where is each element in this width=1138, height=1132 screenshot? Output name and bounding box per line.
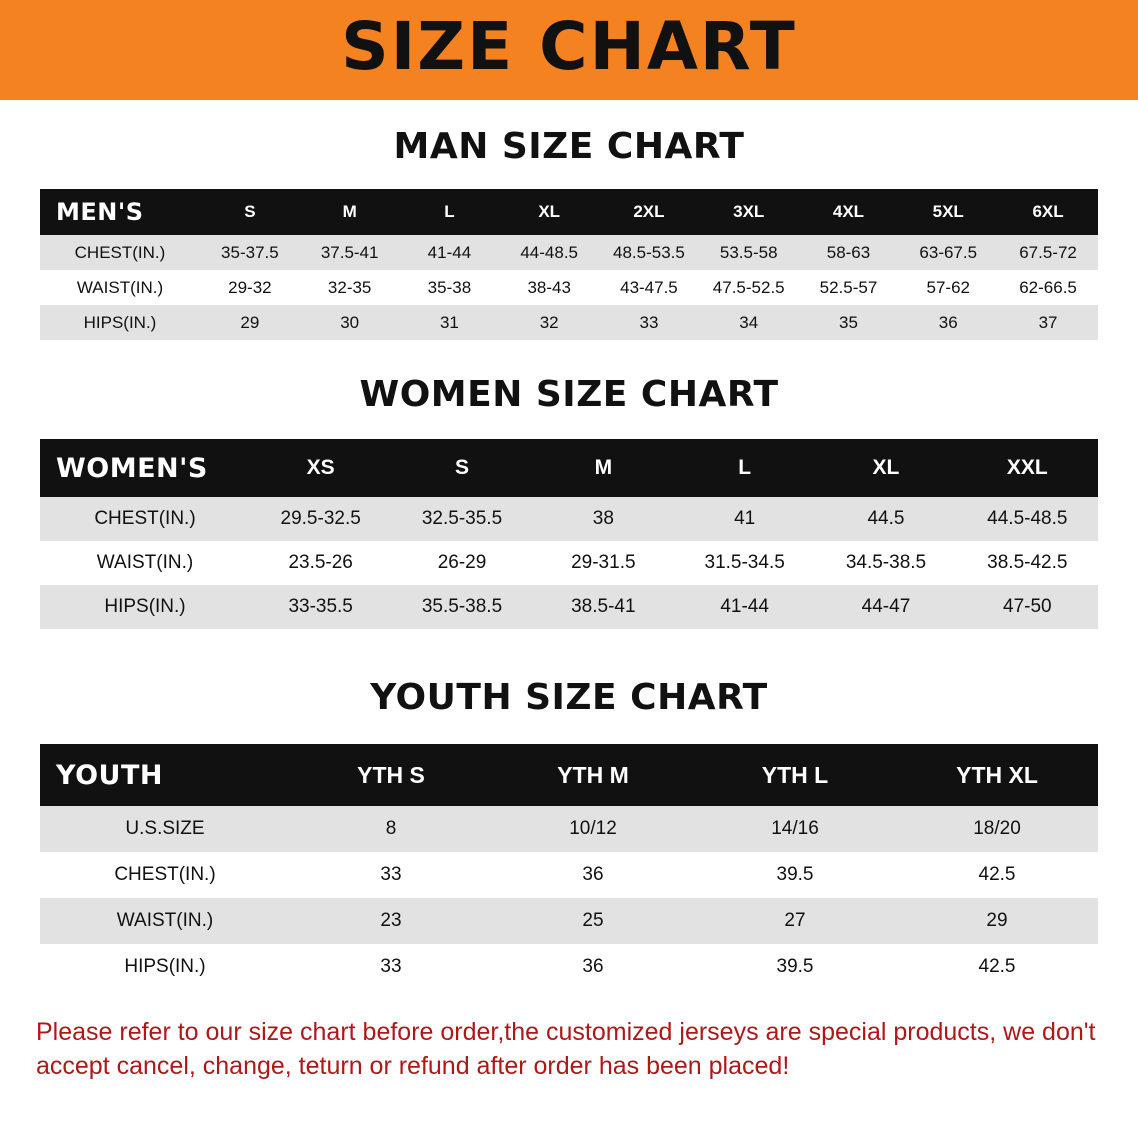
- youth-col-3: YTH XL: [956, 761, 1038, 788]
- men-cell-1-3: 38-43: [527, 277, 571, 297]
- women-cell-2-2: 38.5-41: [571, 596, 636, 617]
- man-table-wrap: [0, 189, 1138, 340]
- men-cell-1-0: 29-32: [228, 277, 272, 297]
- women-cell-0-3: 41: [734, 508, 756, 529]
- women-cell-1-4: 34.5-38.5: [845, 552, 927, 573]
- men-col-0: S: [244, 202, 256, 221]
- youth-cell-1-3: 42.5: [978, 864, 1016, 885]
- men-cell-1-8: 62-66.5: [1019, 277, 1077, 297]
- youth-header-row: [40, 744, 1098, 806]
- man-section-title: MAN SIZE CHART: [393, 126, 745, 167]
- youth-cell-2-1: 25: [582, 910, 604, 931]
- women-header-row: [40, 439, 1098, 497]
- youth-col-2: YTH L: [761, 761, 829, 788]
- men-row-2-label: HIPS(IN.): [83, 312, 157, 332]
- youth-cell-2-2: 27: [784, 910, 806, 931]
- table-row: [40, 806, 1098, 852]
- table-row: [40, 585, 1098, 629]
- men-cell-0-2: 41-44: [427, 242, 472, 262]
- men-row-1-label: WAIST(IN.): [76, 277, 164, 297]
- table-row: [40, 898, 1098, 944]
- youth-cell-0-2: 14/16: [771, 818, 819, 839]
- women-col-4: XL: [872, 456, 900, 479]
- women-cell-0-5: 44.5-48.5: [987, 508, 1068, 529]
- women-size-table: [40, 439, 1098, 629]
- men-cell-0-8: 67.5-72: [1019, 242, 1077, 262]
- men-cell-2-4: 33: [639, 312, 659, 332]
- men-cell-0-1: 37.5-41: [320, 242, 379, 262]
- youth-row-2-label: WAIST(IN.): [116, 910, 214, 931]
- women-cell-1-3: 31.5-34.5: [704, 552, 785, 573]
- men-cell-1-5: 47.5-52.5: [712, 277, 785, 297]
- women-col-1: S: [454, 456, 469, 479]
- men-col-4: 2XL: [633, 202, 665, 221]
- women-cell-0-1: 32.5-35.5: [421, 508, 503, 529]
- page-title: SIZE CHART: [341, 8, 797, 85]
- men-cell-0-3: 44-48.5: [520, 242, 579, 262]
- men-cell-2-1: 30: [340, 312, 360, 332]
- women-cell-2-0: 33-35.5: [288, 596, 353, 617]
- women-cell-1-2: 29-31.5: [571, 552, 636, 573]
- men-cell-0-4: 48.5-53.5: [613, 242, 685, 262]
- youth-col-0: YTH S: [357, 761, 425, 788]
- men-cell-1-1: 32-35: [327, 277, 372, 297]
- youth-cell-2-0: 23: [380, 910, 402, 931]
- youth-col-1: YTH M: [557, 761, 629, 788]
- women-cell-2-4: 44-47: [861, 596, 911, 617]
- youth-size-table: [40, 744, 1098, 990]
- women-cell-0-0: 29.5-32.5: [280, 508, 361, 529]
- men-cell-2-5: 34: [739, 312, 759, 332]
- men-table-head: [40, 189, 1098, 235]
- table-row: [40, 541, 1098, 585]
- women-col-3: L: [738, 456, 752, 479]
- youth-cell-3-3: 42.5: [978, 956, 1016, 977]
- youth-cell-1-0: 33: [380, 864, 402, 885]
- men-corner-label: MEN'S: [56, 198, 144, 226]
- women-col-0: XS: [306, 456, 335, 479]
- men-cell-0-6: 58-63: [826, 242, 871, 262]
- men-cell-0-7: 63-67.5: [919, 242, 978, 262]
- men-col-7: 5XL: [932, 202, 964, 221]
- youth-cell-0-0: 8: [385, 818, 397, 839]
- youth-cell-3-2: 39.5: [776, 956, 814, 977]
- women-col-2: M: [594, 456, 613, 479]
- youth-table-body: [40, 806, 1098, 990]
- youth-section-title: YOUTH SIZE CHART: [370, 677, 768, 718]
- youth-cell-3-0: 33: [380, 956, 402, 977]
- men-col-5: 3XL: [733, 202, 765, 221]
- women-cell-0-4: 44.5: [867, 508, 905, 529]
- women-cell-1-0: 23.5-26: [288, 552, 353, 573]
- youth-row-0-label: U.S.SIZE: [125, 818, 205, 839]
- men-cell-2-0: 29: [240, 312, 260, 332]
- table-row: [40, 270, 1098, 305]
- youth-cell-2-3: 29: [986, 910, 1008, 931]
- women-table-wrap: [0, 439, 1138, 629]
- table-row: [40, 305, 1098, 340]
- women-cell-1-5: 38.5-42.5: [987, 552, 1068, 573]
- women-table-head: [40, 439, 1098, 497]
- men-cell-2-6: 35: [839, 312, 858, 332]
- men-cell-1-2: 35-38: [427, 277, 472, 297]
- men-col-3: XL: [538, 202, 561, 221]
- women-row-1-label: WAIST(IN.): [96, 552, 194, 573]
- men-cell-2-8: 37: [1038, 312, 1058, 332]
- youth-cell-0-3: 18/20: [973, 818, 1021, 839]
- men-cell-1-4: 43-47.5: [620, 277, 678, 297]
- men-col-6: 4XL: [832, 202, 865, 221]
- men-cell-1-6: 52.5-57: [819, 277, 878, 297]
- women-cell-2-5: 47-50: [1003, 596, 1052, 617]
- men-col-8: 6XL: [1032, 202, 1064, 221]
- youth-row-1-label: CHEST(IN.): [114, 864, 216, 885]
- table-row: [40, 944, 1098, 990]
- women-cell-0-2: 38: [592, 508, 614, 529]
- youth-corner-label: YOUTH: [56, 759, 163, 791]
- women-table-body: [40, 497, 1098, 629]
- women-cell-1-1: 26-29: [437, 552, 487, 573]
- women-cell-2-1: 35.5-38.5: [421, 596, 503, 617]
- men-header-row: [40, 189, 1098, 235]
- youth-cell-3-1: 36: [582, 956, 604, 977]
- women-col-5: XXL: [1006, 456, 1048, 479]
- page-banner: [0, 0, 1138, 100]
- table-row: [40, 235, 1098, 270]
- women-row-0-label: CHEST(IN.): [94, 508, 196, 529]
- women-corner-label: WOMEN'S: [56, 452, 208, 484]
- men-cell-0-0: 35-37.5: [221, 242, 279, 262]
- women-row-2-label: HIPS(IN.): [104, 596, 186, 617]
- men-cell-2-2: 31: [439, 312, 459, 332]
- youth-row-3-label: HIPS(IN.): [124, 956, 206, 977]
- men-table-body: [40, 235, 1098, 340]
- women-section-title: WOMEN SIZE CHART: [359, 374, 779, 415]
- men-cell-1-7: 57-62: [926, 277, 970, 297]
- table-row: [40, 852, 1098, 898]
- youth-cell-1-1: 36: [582, 864, 604, 885]
- men-col-1: M: [342, 202, 357, 221]
- table-row: [40, 497, 1098, 541]
- youth-cell-0-1: 10/12: [569, 818, 617, 839]
- women-cell-2-3: 41-44: [720, 596, 769, 617]
- footer-note: Please refer to our size chart before order,the customized jerseys are special products, we don't accept cancel, change, teturn or refund after order has been placed!: [36, 1018, 1096, 1080]
- men-cell-0-5: 53.5-58: [719, 242, 778, 262]
- men-cell-2-7: 36: [938, 312, 958, 332]
- men-row-0-label: CHEST(IN.): [74, 242, 166, 262]
- youth-cell-1-2: 39.5: [776, 864, 814, 885]
- men-cell-2-3: 32: [539, 312, 559, 332]
- youth-table-head: [40, 744, 1098, 806]
- youth-table-wrap: [0, 744, 1138, 990]
- men-size-table: [40, 189, 1098, 340]
- men-col-2: L: [444, 202, 455, 221]
